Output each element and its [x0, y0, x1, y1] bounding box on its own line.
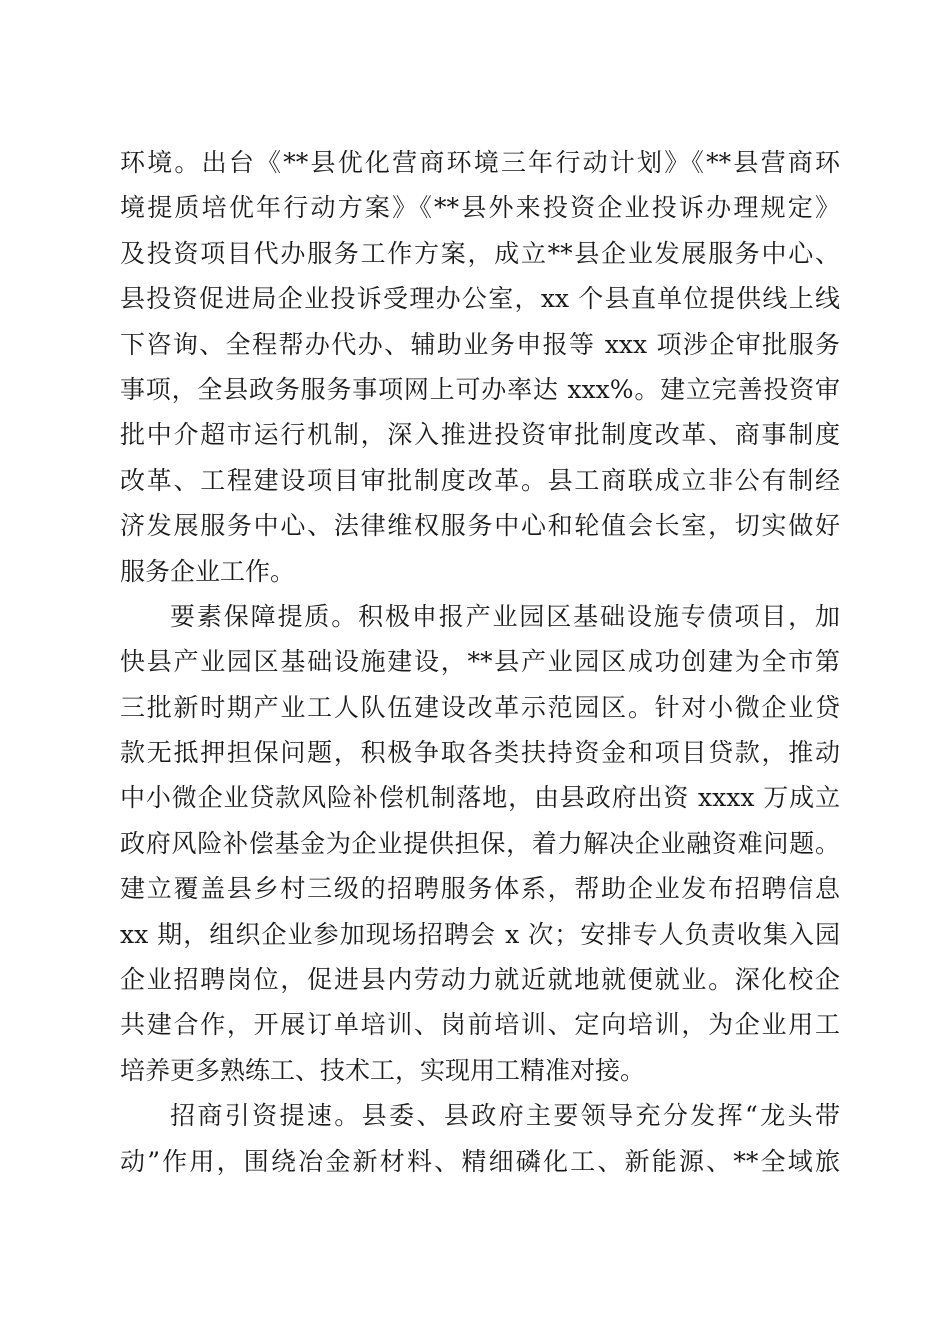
text-line: 县投资促进局企业投诉受理办公室，xx 个县直单位提供线上线: [120, 284, 840, 314]
paragraph-investment-attraction: [120, 1093, 840, 1184]
text-line: 三批新时期产业工人队伍建设改革示范园区。针对小微企业贷: [120, 692, 840, 722]
text-line: 快县产业园区基础设施建设，**县产业园区成功创建为全市第: [120, 647, 840, 677]
text-line: 企业招聘岗位，促进县内劳动力就近就地就便就业。深化校企: [120, 965, 840, 995]
text-line: 事项，全县政务服务事项网上可办率达 xxx%。建立完善投资审: [120, 374, 840, 404]
text-line: 政府风险补偿基金为企业提供担保，着力解决企业融资难问题。: [120, 828, 840, 858]
text-line: 培养更多熟练工、技术工，实现用工精准对接。: [120, 1055, 646, 1085]
text-line: 批中介超市运行机制，深入推进投资审批制度改革、商事制度: [120, 420, 840, 450]
text-line: 建立覆盖县乡村三级的招聘服务体系，帮助企业发布招聘信息: [120, 874, 840, 904]
text-line: 招商引资提速。县委、县政府主要领导充分发挥“龙头带: [170, 1101, 840, 1131]
text-line: 境提质培优年行动方案》《**县外来投资企业投诉办理规定》: [120, 193, 840, 223]
text-line: 要素保障提质。积极申报产业园区基础设施专债项目，加: [170, 601, 840, 631]
paragraph-business-environment: [120, 140, 840, 594]
text-line: 动”作用，围绕冶金新材料、精细磷化工、新能源、**全域旅: [120, 1146, 840, 1176]
text-line: 款无抵押担保问题，积极争取各类扶持资金和项目贷款，推动: [120, 738, 840, 768]
text-line: 服务企业工作。: [120, 556, 296, 586]
text-line: 改革、工程建设项目审批制度改革。县工商联成立非公有制经: [120, 465, 840, 495]
text-line: 环境。出台《**县优化营商环境三年行动计划》《**县营商环: [120, 148, 840, 177]
text-line: 下咨询、全程帮办代办、辅助业务申报等 xxx 项涉企审批服务: [120, 329, 840, 359]
text-line: 济发展服务中心、法律维权服务中心和轮值会长室，切实做好: [120, 511, 840, 541]
paragraph-factor-guarantee: [120, 594, 840, 1093]
text-line: xx 期，组织企业参加现场招聘会 x 次；安排专人负责收集入园: [120, 919, 840, 949]
document-body: [120, 140, 840, 1184]
text-line: 共建合作，开展订单培训、岗前培训、定向培训，为企业用工: [120, 1010, 840, 1040]
text-line: 中小微企业贷款风险补偿机制落地，由县政府出资 xxxx 万成立: [120, 783, 840, 813]
text-line: 及投资项目代办服务工作方案，成立**县企业发展服务中心、: [120, 238, 840, 268]
